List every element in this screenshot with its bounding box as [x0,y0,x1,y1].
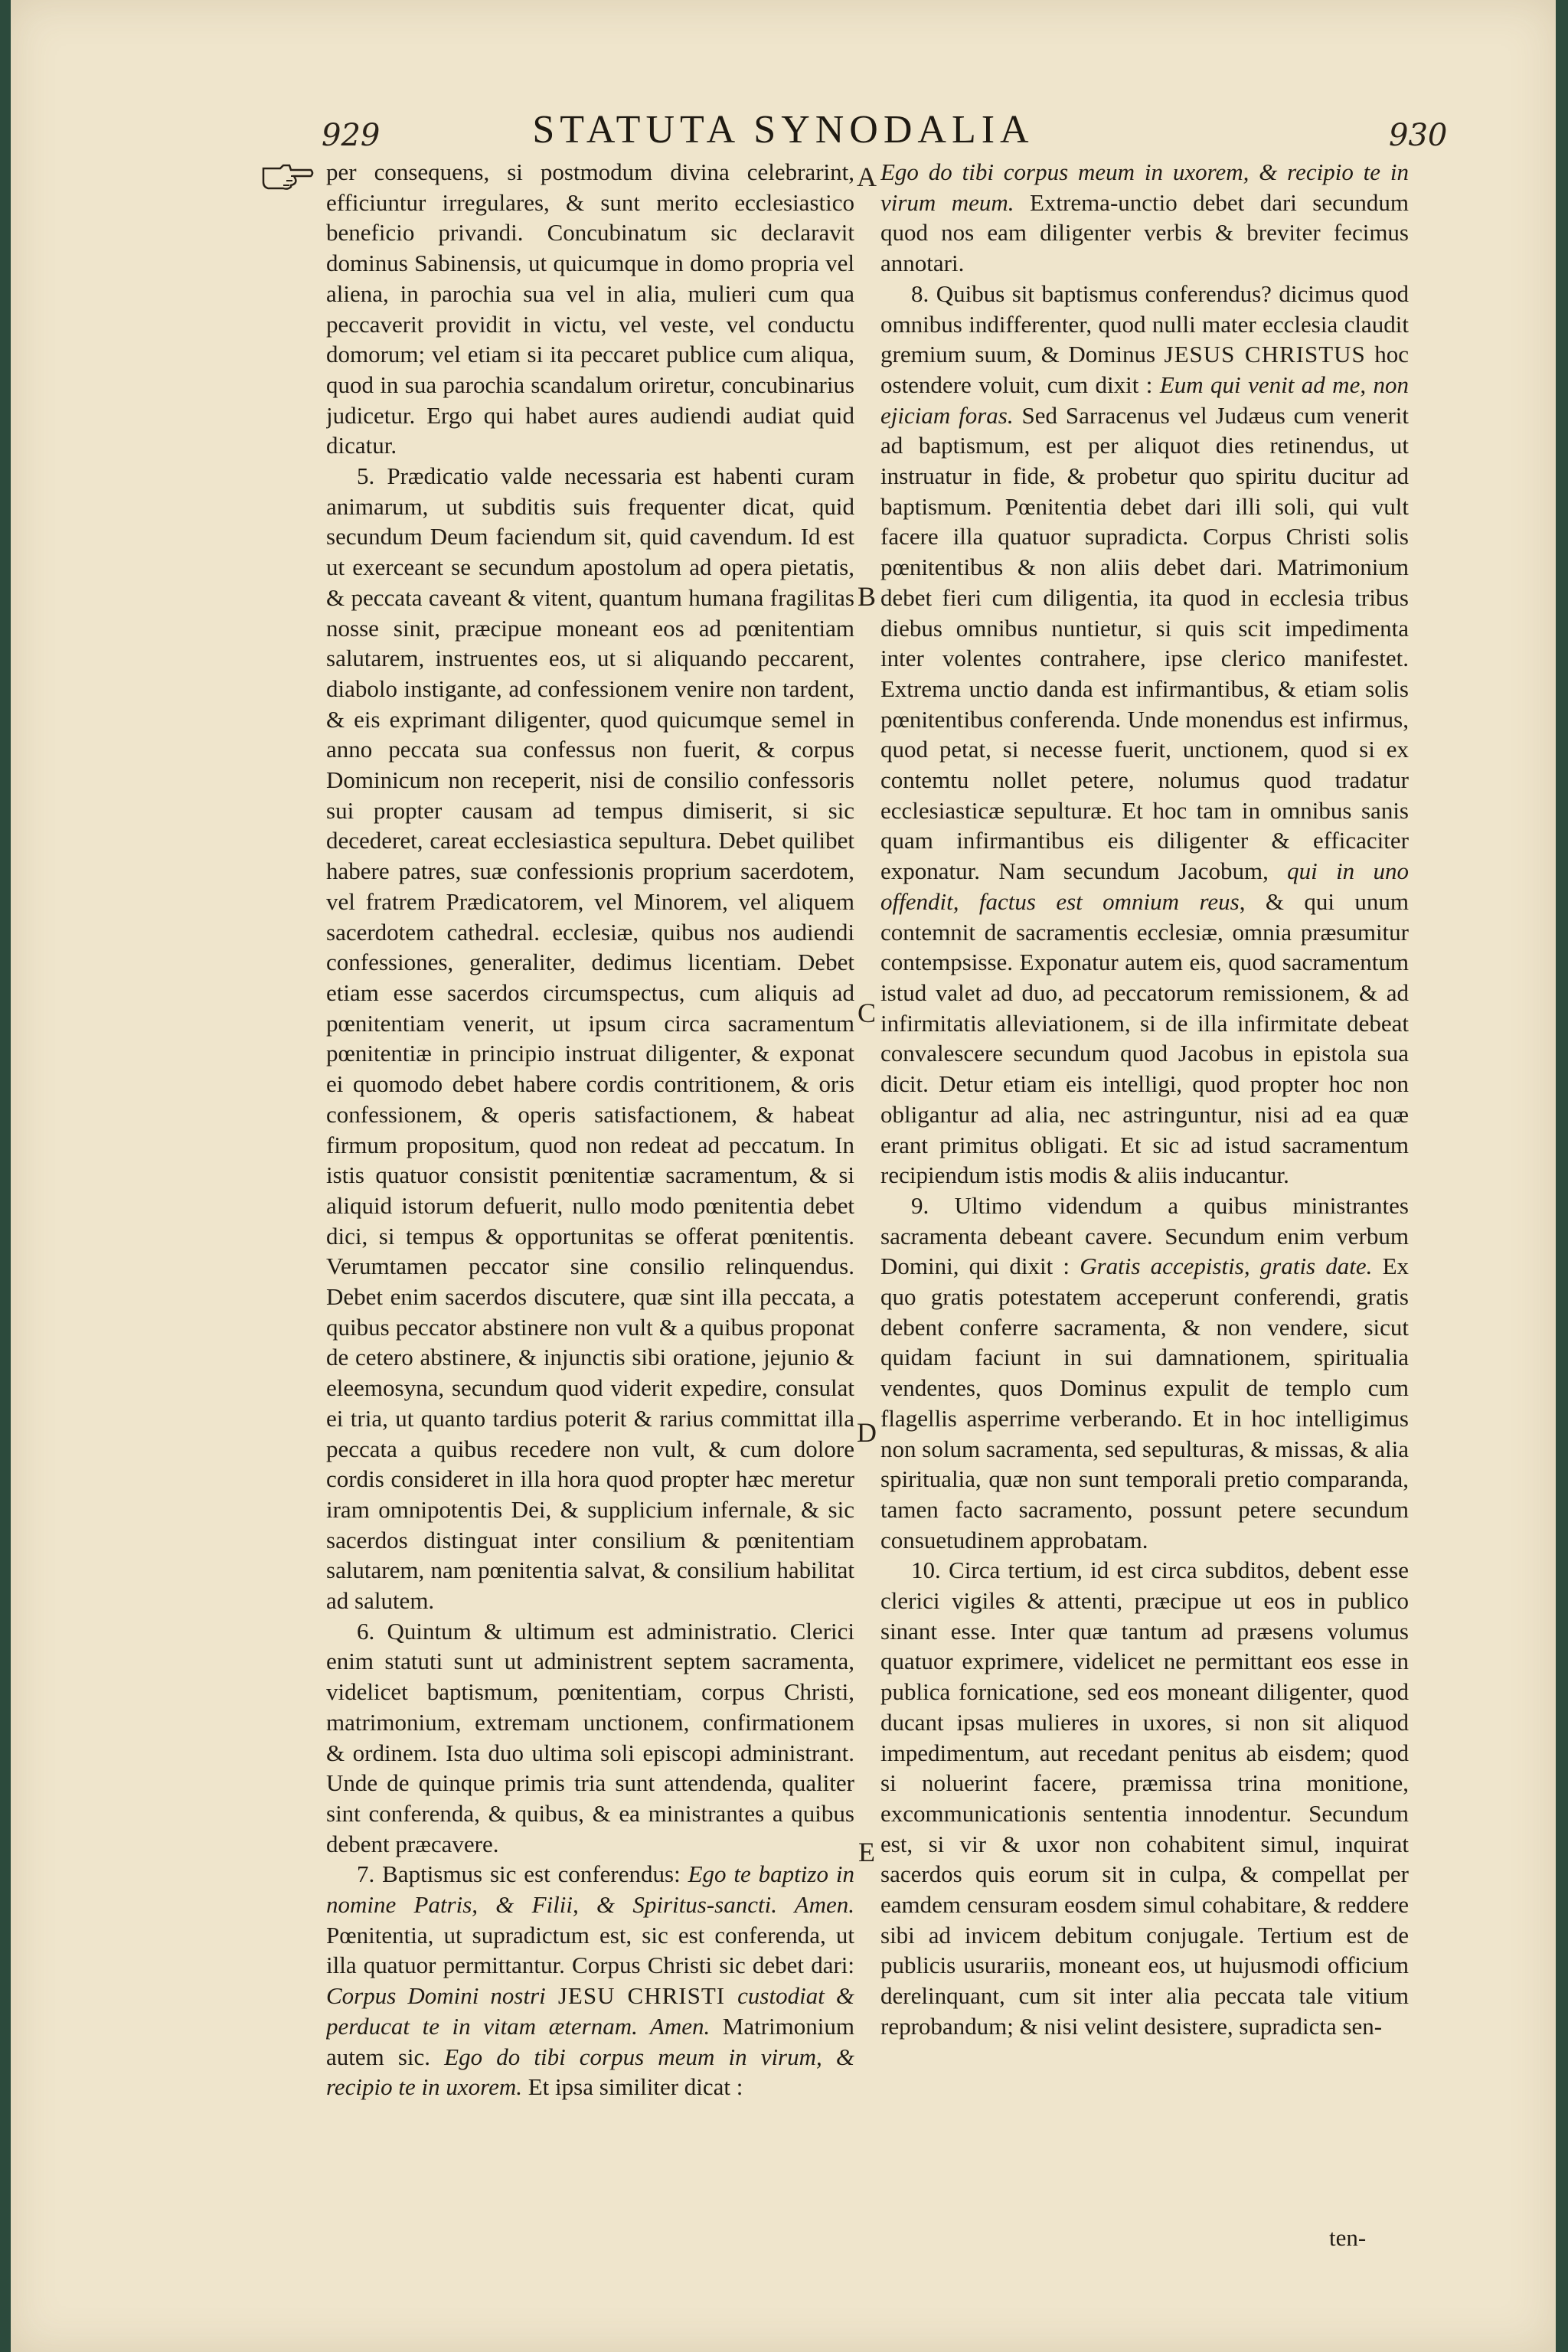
catchword: ten- [1329,2224,1367,2251]
margin-marker-a: A [857,162,877,192]
paragraph-8-baptismus: 8. Quibus sit baptismus conferendus? dicimus quod omnibus indifferenter, quod nulli mater ecclesia claudit gremium suum, & Dominus JESUS CHRISTUS hoc ostendere voluit, cum dixit : Eum qui venit ad me, non ejiciam foras. Sed Sarracenus vel Judæus cum venerit ad baptismum, est per aliquot dies retinendus, ut instruatur in fide, & probetur quo spiritu ducitur ad baptismum. Pœnitentia debet dari illi soli, qui vult facere illa quatuor supradicta. Corpus Christi solis pœnitentibus & non aliis debet dari. Matrimonium debet fieri cum diligentia, ita quod in ecclesia tribus diebus omnibus nuntietur, si quis scit impedimenta inter volentes contrahere, ipse clerico manifestet. Extrema unctio danda est infirmantibus, & etiam solis pœnitentibus conferenda. Unde monendus est infirmus, quod petat, si necesse fuerit, unctionem, quod si ex contemtu nollet petere, nolumus quod tradatur ecclesiasticæ sepulturæ. Et hoc tam in omnibus sanis quam infirmantibus eis diligenter & efficaciter exponatur. Nam secundum Jacobum, qui in uno offendit, factus est omnium reus, & qui unum contemnit de sacramentis ecclesiæ, omnia præsumitur contempsisse. Exponatur autem eis, quod sacramentum istud valet ad duo, ad peccatorum remissionem, & ad infirmitatis alleviationem, si de illa infirmitate debeat convalescere secundum quod Jacobus in epistola sua dicit. Detur etiam eis intelligi, quod propter hoc non obligantur ad alia, nec astringuntur, nisi ad ea quæ erant primitus obligati. Et sic ad istud sacramentum recipiendum istis modis & aliis inducantur. [880,279,1409,1189]
paragraph-5-praedicatio: 5. Prædicatio valde necessaria est habenti curam animarum, ut subditis suis frequenter dicat, quid secundum Deum faciendum sit, quid cavendum. Id est ut exerceant se secundum apostolum ad opera pietatis, & peccata caveant & vitent, quantum humana fragilitas nosse sinit, præcipue moneant eos ad pœnitentiam salutarem, instruentes eos, ut si aliquando peccarent, diabolo instigante, ad confessionem venire non tardent, & eis exprimant diligenter, quod quicumque semel in anno peccata sua confessus non fuerit, & corpus Dominicum non receperit, nisi de consilio confessoris sui propter causam ad tempus dimiserit, si sic decederet, careat ecclesiastica sepultura. Debet quilibet habere patres, suæ confessionis proprium sacerdotem, vel fratrem Prædicatorem, vel Minorem, vel aliquem sacerdotem cathedral. ecclesiæ, quibus nos audiendi confessiones, generaliter, dedimus licentiam. Debet etiam esse sacerdos circumspectus, cum aliquis ad pœnitentiam venerit, ut ipsum circa sacramentum pœnitentiæ in principio instruat diligenter, & exponat ei quomodo debet habere cordis contritionem, & oris confessionem, & operis satisfactionem, & habeat firmum propositum, quod non redeat ad peccatum. In istis quatuor consistit pœnitentiæ sacramentum, & si aliquid istorum defuerit, nullo modo pœnitentia debet dici, si tempus & opportunitas se offerat pœnitentis. Verumtamen peccator sine consilio relinquendus. Debet enim sacerdos discutere, quæ sint illa peccata, a quibus peccator abstinere non vult & a quibus proponat de cetero abstinere, & injunctis sibi oratione, jejunio & eleemosyna, secundum quod viderit expedire, consulat ei tria, ut quanto tardius poterit & rarius committat illa peccata a quibus recedere non vult, & cum dolore cordis consideret in illa hora quod propter hæc meretur iram omnipotentis Dei, & supplicium infernale, & sic sacerdos distinguat inter consilium & pœnitentiam salutarem, nam pœnitentia salvat, & consilium habilitat ad salutem. [326,462,854,1615]
right-text-column [880,157,1409,2239]
paragraph-10-subditos: 10. Circa tertium, id est circa subditos, debent esse clerici vigiles & attenti, præcipue ut eos in publico sinant esse. Inter quæ tantum ad præsens volumus quatuor exprimere, videlicet ne permittant eos esse in publica fornicatione, sed eos moneant diligenter, quod ducant ipsas mulieres in uxores, si non sit aliquod impedimentum, aut recedant penitus ab eisdem; quod si noluerint facere, præmissa trina monitione, excommunicationis sententia innodentur. Secundum est, si vir & uxor non cohabitent simul, inquirat sacerdos quis eorum sit in culpa, & compellat per eamdem censuram eosdem simul cohabitare, & reddere sibi ad invicem debitum conjugale. Tertium est de publicis usurariis, moneant eos, ut hujusmodi officium derelinquant, cum sit inter alia peccata tale vitium reprobandum; & nisi velint desistere, supradicta sen- [880,1557,1409,2040]
paragraph-6-administratio: 6. Quintum & ultimum est administratio. Clerici enim statuti sunt ut administrent septem sacramenta, videlicet baptismum, pœnitentiam, corpus Christi, matrimonium, extremam unctionem, confirmationem & ordinem. Ista duo ultima soli episcopi administrant. Unde de quinque primis tria sunt attendenda, qualiter sint conferenda, & quibus, & ea ministrantes a quibus debent præcavere. [326,1617,854,1857]
book-page [11,0,1556,2352]
page-title: STATUTA SYNODALIA [532,108,1034,152]
running-header [11,107,1556,161]
paragraph-9-ultimo: 9. Ultimo videndum a quibus ministrantes sacramenta debeant cavere. Secundum enim verbum Domini, qui dixit : Gratis accepistis, gratis date. Ex quo gratis potestatem acceperunt conferendi, gratis debent conferre sacramenta, & non vendere, sicut quidam faciunt in sui damnationem, spiritualia vendentes, quos Dominus expulit de templo cum flagellis asperrime verberando. Et in hoc intelligimus non solum sacramenta, sed sepulturas, & missas, & alia spiritualia, quæ non sunt temporali pretio comparanda, tamen facto sacramento, possunt petere secundum consuetudinem approbatam. [880,1191,1409,1553]
paragraph-matrimonium-continued: Ego do tibi corpus meum in uxorem, & recipio te in virum meum. Extrema-unctio debet dari secundum quod nos eam diligenter verbis & breviter fecimus annotari. [880,158,1409,277]
pointing-hand-icon [260,161,314,191]
paragraph-concubinatum: per consequens, si postmodum divina celebrarint, efficiuntur irregulares, & sunt merito ecclesiastico beneficio privandi. Concubinatum sic declaravit dominus Sabinensis, ut quicumque in domo propria vel aliena, in parochia sua vel in alia, mulieri cum qua peccaverit providit in victu, vel veste, vel conductu domorum; vel etiam si ita peccaret publice cum aliqua, quod in sua parochia scandalum oriretur, concubinarius judicetur. Ergo qui habet aures audiendi audiat quid dicatur. [326,158,854,459]
left-text-column [326,157,854,2239]
paragraph-7-baptismus: 7. Baptismus sic est conferendus: Ego te baptizo in nomine Patris, & Filii, & Spiritus-sancti. Amen. Pœnitentia, ut supradictum est, sic est conferenda, ut illa quatuor permittantur. Corpus Christi sic debet dari: Corpus Domini nostri JESU CHRISTI custodiat & perducat te in vitam æternam. Amen. Matrimonium autem sic. Ego do tibi corpus meum in virum, & recipio te in uxorem. Et ipsa similiter dicat : [326,1860,854,2101]
margin-marker-d: D [857,1417,877,1448]
margin-marker-b: B [857,581,876,612]
page-number-left: 929 [322,118,381,153]
margin-marker-e: E [858,1837,875,1867]
margin-marker-c: C [857,998,876,1028]
page-number-right: 930 [1389,118,1448,153]
